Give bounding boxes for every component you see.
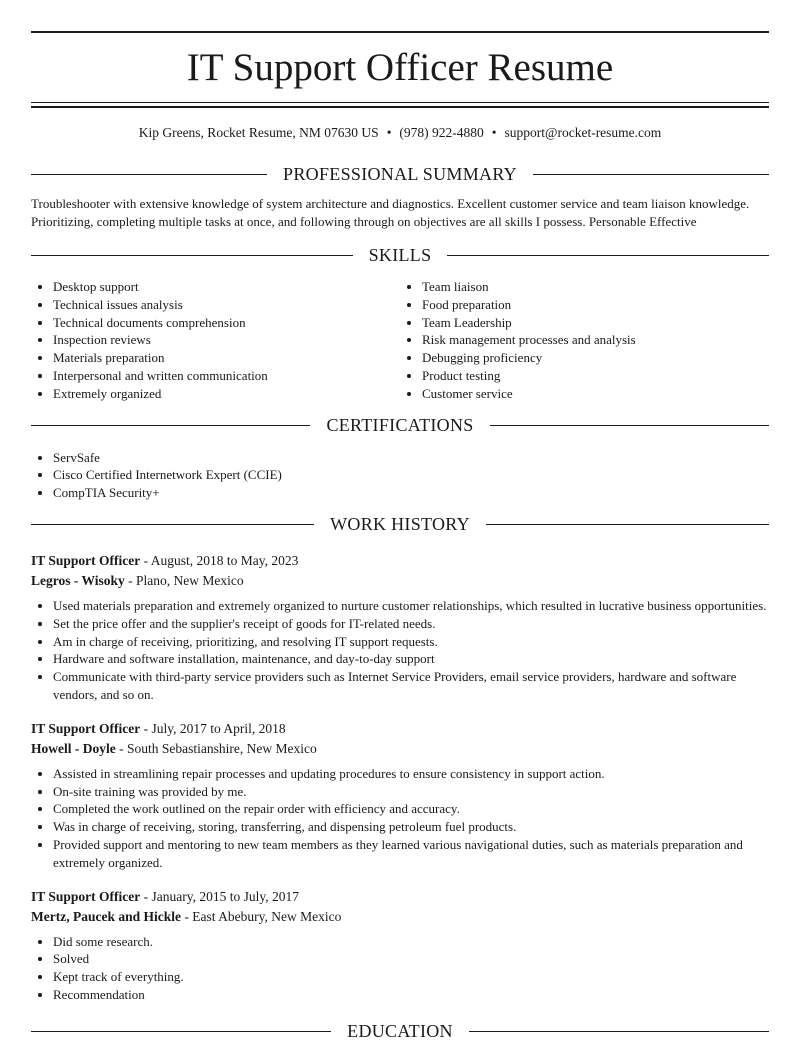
- skills-title: SKILLS: [368, 244, 432, 265]
- job-company-line: [31, 739, 769, 759]
- contact-address: Kip Greens, Rocket Resume, NM 07630 US: [138, 125, 379, 140]
- heading-rule-left: [31, 1031, 331, 1032]
- list-item: • Was in charge of receiving, storing, transferring, and dispensing petroleum fuel products.: [53, 818, 769, 836]
- list-item: • Desktop support: [53, 278, 400, 296]
- job-entry: [31, 887, 769, 1004]
- job-dates: - August, 2018 to May, 2023: [140, 552, 299, 568]
- skills-list-left: [31, 278, 400, 403]
- job-dates: - January, 2015 to July, 2017: [140, 888, 299, 904]
- job-role-line: [31, 551, 769, 571]
- list-item: • Cisco Certified Internetwork Expert (CCIE): [53, 466, 769, 484]
- list-item: • Risk management processes and analysis: [422, 331, 769, 349]
- list-item: • Completed the work outlined on the repair order with efficiency and accuracy.: [53, 800, 769, 818]
- list-item: • Recommendation: [53, 986, 769, 1004]
- job-entry: [31, 551, 769, 704]
- list-item: • Solved: [53, 950, 769, 968]
- job-role-line: [31, 719, 769, 739]
- job-location: - Plano, New Mexico: [124, 572, 244, 588]
- list-item: • Customer service: [422, 385, 769, 403]
- skills-heading: [31, 241, 769, 269]
- list-item: • Did some research.: [53, 933, 769, 951]
- job-bullets: [31, 597, 769, 704]
- summary-heading: [31, 160, 769, 188]
- contact-phone: (978) 922-4880: [399, 125, 484, 140]
- list-item: • Interpersonal and written communication: [53, 367, 400, 385]
- work-history-title: WORK HISTORY: [330, 514, 470, 535]
- job-entry: [31, 719, 769, 872]
- job-company-line: [31, 907, 769, 927]
- list-item: • Team Leadership: [422, 314, 769, 332]
- job-location: - South Sebastianshire, New Mexico: [115, 740, 317, 756]
- heading-rule-left: [31, 425, 310, 426]
- list-item: • Kept track of everything.: [53, 968, 769, 986]
- list-item: • ServSafe: [53, 449, 769, 467]
- list-item: • Food preparation: [422, 296, 769, 314]
- education-heading: [31, 1018, 769, 1046]
- job-company: Legros - Wisoky: [31, 572, 125, 588]
- summary-text: Troubleshooter with extensive knowledge of system architecture and diagnostics. Excellent customer service and team liaison knowledge. Prioritizing, completing multiple tasks at once, and following through on objectives are all skills I possess. Personable Effective: [31, 196, 750, 229]
- job-company: Howell - Doyle: [31, 740, 116, 756]
- heading-rule-right: [447, 255, 769, 256]
- certifications-title: CERTIFICATIONS: [326, 415, 474, 436]
- list-item: • On-site training was provided by me.: [53, 783, 769, 801]
- heading-rule-right: [469, 1031, 769, 1032]
- job-bullets: [31, 933, 769, 1004]
- top-rule: [31, 31, 769, 33]
- list-item: • Technical issues analysis: [53, 296, 400, 314]
- job-role-line: [31, 887, 769, 907]
- education-title: EDUCATION: [347, 1021, 453, 1042]
- job-role: IT Support Officer: [31, 720, 141, 736]
- work-history-jobs: [31, 551, 769, 1004]
- heading-rule-right: [490, 425, 769, 426]
- certifications-heading: [31, 412, 769, 440]
- certifications-list: [31, 449, 769, 502]
- heading-rule-left: [31, 255, 353, 256]
- list-item: • Provided support and mentoring to new team members as they learned various navigational duties, such as materials preparation and extremely organized.: [53, 836, 769, 872]
- skills-list-right: [400, 278, 769, 403]
- resume-title: IT Support Officer Resume: [186, 46, 614, 89]
- heading-rule-left: [31, 174, 267, 175]
- job-company-line: [31, 571, 769, 591]
- job-dates: - July, 2017 to April, 2018: [140, 720, 286, 736]
- summary-title: PROFESSIONAL SUMMARY: [283, 163, 517, 184]
- contact-separator: •: [491, 125, 497, 140]
- list-item: • Assisted in streamlining repair processes and updating procedures to ensure consistency in support action.: [53, 765, 769, 783]
- list-item: • Debugging proficiency: [422, 349, 769, 367]
- list-item: • Hardware and software installation, maintenance, and day-to-day support: [53, 650, 769, 668]
- list-item: • Product testing: [422, 367, 769, 385]
- list-item: • Set the price offer and the supplier's receipt of goods for IT-related needs.: [53, 615, 769, 633]
- resume-content: [31, 160, 769, 1046]
- contact-separator: •: [386, 125, 392, 140]
- job-company: Mertz, Paucek and Hickle: [31, 908, 181, 924]
- job-role: IT Support Officer: [31, 552, 141, 568]
- list-item: • Used materials preparation and extremely organized to nurture customer relationships, which resulted in lucrative business opportunities.: [53, 597, 769, 615]
- list-item: • Inspection reviews: [53, 331, 400, 349]
- contact-email: support@rocket-resume.com: [504, 125, 662, 140]
- list-item: • Materials preparation: [53, 349, 400, 367]
- job-role: IT Support Officer: [31, 888, 141, 904]
- heading-rule-left: [31, 524, 314, 525]
- list-item: • Technical documents comprehension: [53, 314, 400, 332]
- list-item: • CompTIA Security+: [53, 484, 769, 502]
- list-item: • Communicate with third-party service providers such as Internet Service Providers, email service providers, hardware and software vendors, and so on.: [53, 668, 769, 704]
- list-item: • Extremely organized: [53, 385, 400, 403]
- list-item: • Team liaison: [422, 278, 769, 296]
- skills-columns: [31, 278, 769, 403]
- job-bullets: [31, 765, 769, 872]
- heading-rule-right: [486, 524, 769, 525]
- heading-rule-right: [533, 174, 769, 175]
- header-double-rule: [31, 102, 769, 108]
- contact-line: [31, 124, 769, 142]
- job-location: - East Abebury, New Mexico: [180, 908, 342, 924]
- work-history-heading: [31, 511, 769, 539]
- list-item: • Am in charge of receiving, prioritizing, and resolving IT support requests.: [53, 633, 769, 651]
